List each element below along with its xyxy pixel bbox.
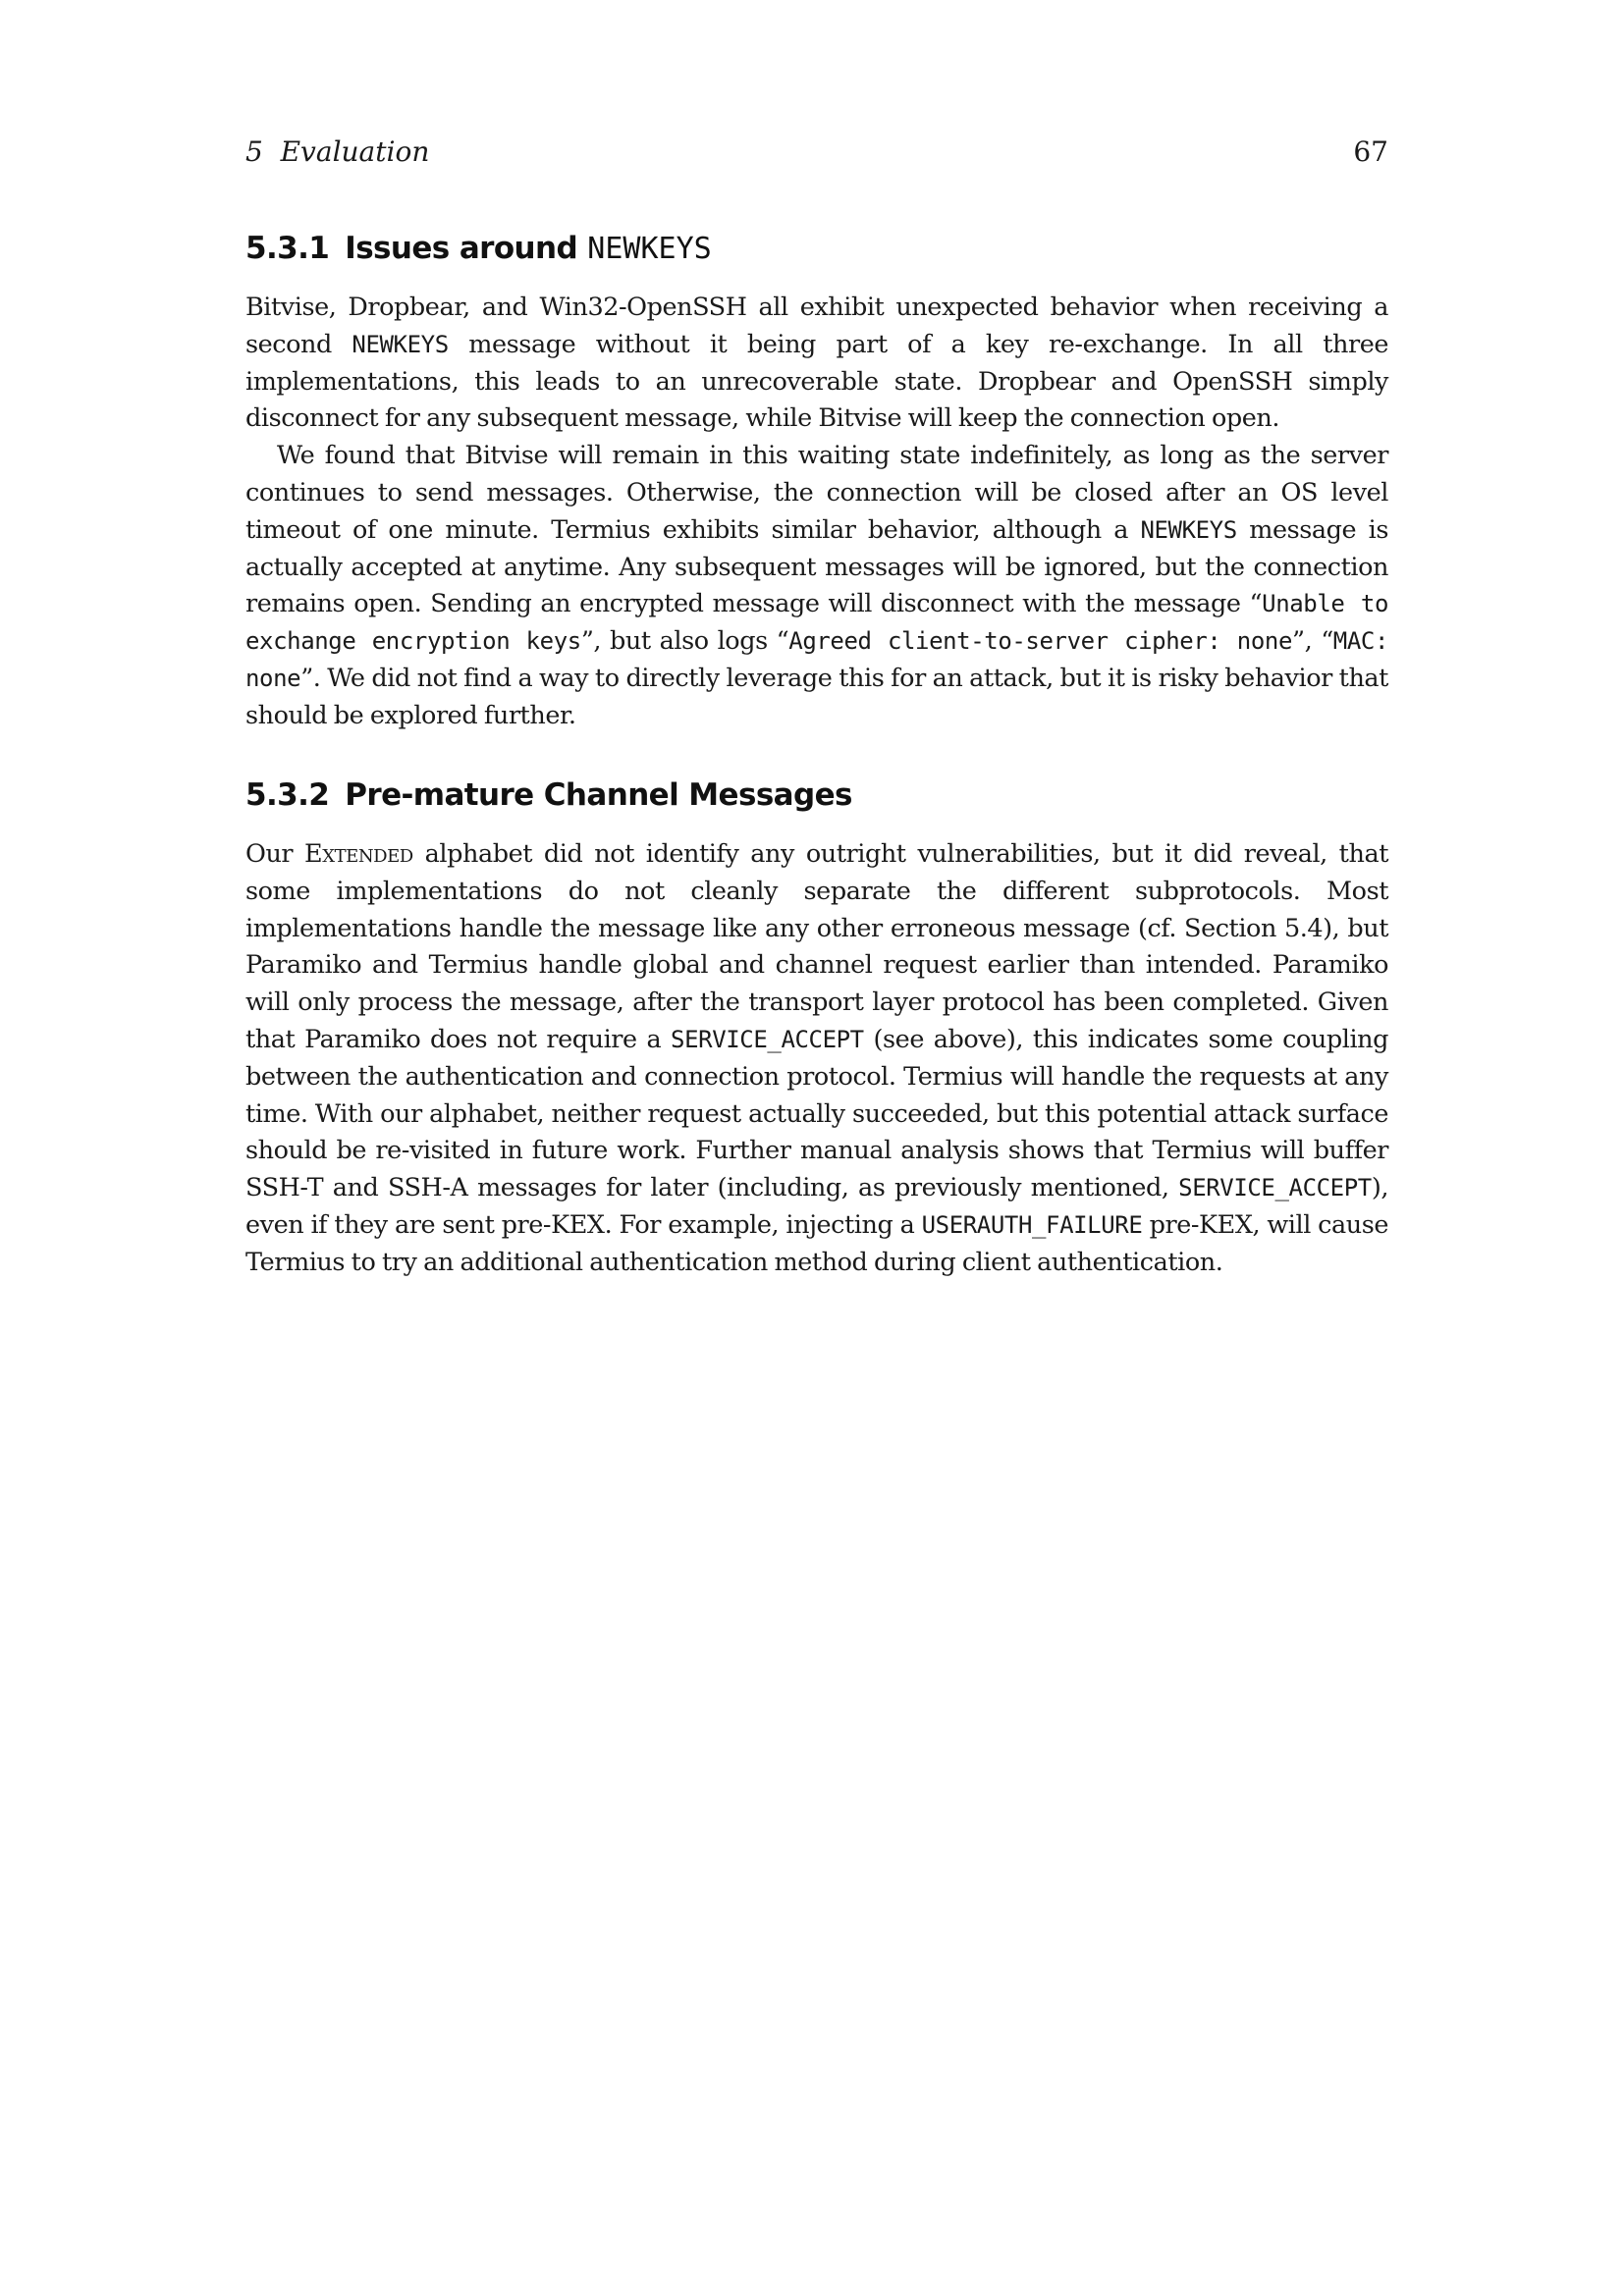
section-title: Issues around <box>345 231 588 266</box>
inline-code: SERVICE_ACCEPT <box>1178 1174 1372 1202</box>
section-body-5-3-1 <box>245 290 1388 735</box>
section-heading-5-3-2 <box>245 775 852 815</box>
inline-code: SERVICE_ACCEPT <box>671 1025 864 1053</box>
section-number: 5.3.2 <box>245 777 330 813</box>
text-run: ), even if they are sent pre-KEX. For example, injecting a <box>245 1173 1388 1240</box>
text-run: ”. We did not find a way to directly leverage this for an attack, but it is risky behavior that should be explored further. <box>245 663 1388 730</box>
section-body-5-3-2 <box>245 836 1388 1282</box>
section-number: 5.3.1 <box>245 231 330 266</box>
inline-code: NEWKEYS <box>1140 515 1237 544</box>
paragraph <box>245 290 1388 438</box>
inline-code: MAC: none <box>245 627 1388 692</box>
inline-code: Unable to exchange encryption keys <box>245 590 1388 656</box>
text-run: (see above), this indicates some coupling between the authentication and connection protocol. Termius will handle the requests at any time. With our alphabet, neither request actually succeeded, but this potential attack surface should be re-visited in future work. Further manual analysis shows that Termius will buffer SSH-T and SSH-A messages for later (including, as previously mentioned, <box>245 1024 1388 1203</box>
inline-code: Agreed client-to-server cipher: none <box>788 627 1292 656</box>
text-run: We found that Bitvise will remain in this waiting state indefinitely, as long as the server continues to send messages. Otherwise, the connection will be closed after an OS level timeout of one minute. Termius exhibits similar behavior, although a <box>245 441 1388 545</box>
running-header <box>245 133 1388 171</box>
paragraph <box>245 836 1388 1282</box>
inline-code: USERAUTH_FAILURE <box>921 1210 1143 1239</box>
page-number: 67 <box>1353 135 1388 168</box>
text-run: message is actually accepted at anytime. Any subsequent messages will be ignored, but the connection remains open. Sending an encrypted message will disconnect with the message “ <box>245 514 1388 619</box>
section-heading-5-3-1 <box>245 229 712 269</box>
chapter-title: 5 Evaluation <box>245 135 430 168</box>
text-run: ”, “ <box>1292 626 1333 657</box>
section-title-code: NEWKEYS <box>587 232 712 266</box>
text-run: Bitvise, Dropbear, and Win32-OpenSSH all exhibit unexpected behavior when receiving a second <box>245 293 1388 359</box>
text-run: pre-KEX, will cause Termius to try an additional authentication method during client authentication. <box>245 1209 1389 1277</box>
section-title: Pre-mature Channel Messages <box>345 777 852 813</box>
small-caps-term: Extended <box>304 839 413 869</box>
inline-code: NEWKEYS <box>352 330 449 358</box>
text-run: Our <box>245 839 305 869</box>
text-run: ”, but also logs “ <box>580 626 789 657</box>
paragraph <box>245 438 1388 734</box>
text-run: message without it being part of a key re-exchange. In all three implementations, this leads to an unrecoverable state. Dropbear and OpenSSH simply disconnect for any subsequent message, while Bitvise will keep the connection open. <box>245 329 1389 434</box>
text-run: alphabet did not identify any outright vulnerabilities, but it did reveal, that some implementations do not cleanly separate the different subprotocols. Most implementations handle the message like any other erroneous message (cf. Section 5.4), but Paramiko and Termius handle global and channel request earlier than intended. Paramiko will only process the message, after the transport layer protocol has been completed. Given that Paramiko does not require a <box>245 839 1389 1054</box>
